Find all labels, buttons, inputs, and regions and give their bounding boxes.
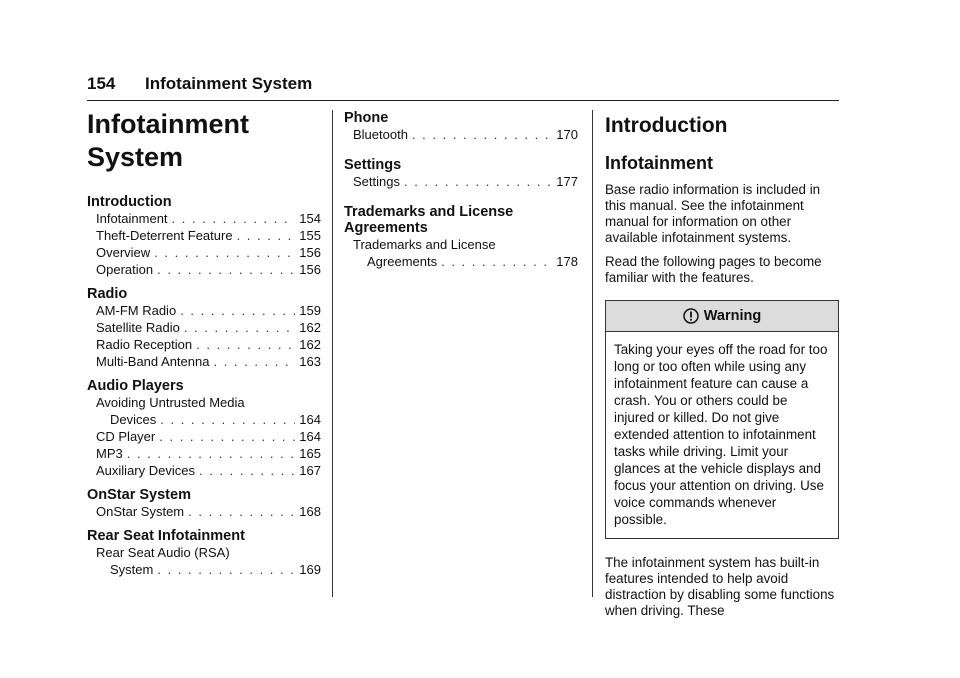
toc-entry[interactable]: OnStar System . . . 168 <box>87 503 321 520</box>
toc-entry[interactable]: Bluetooth . . . 170 <box>344 126 578 143</box>
toc-entry[interactable]: Settings . . . 177 <box>344 173 578 190</box>
toc-section-audio-players <box>87 378 321 479</box>
column-divider-2 <box>592 110 593 597</box>
toc-entry[interactable]: AM-FM Radio . . . 159 <box>87 302 321 319</box>
toc-section-title: OnStar System <box>87 487 191 503</box>
toc-section-title: Agreements <box>344 220 428 236</box>
toc-entry-wrapped-line[interactable]: Rear Seat Audio (RSA) <box>96 545 230 560</box>
toc-entry[interactable]: CD Player . . . 164 <box>87 428 321 445</box>
toc-column-2 <box>344 110 578 278</box>
toc-entry[interactable]: Overview . . . 156 <box>87 244 321 261</box>
toc-section-title: Introduction <box>87 194 172 210</box>
toc-entry[interactable]: Theft-Deterrent Feature . . . 155 <box>87 227 321 244</box>
toc-section-settings <box>344 157 578 190</box>
column-divider-1 <box>332 110 333 597</box>
toc-section-title: Trademarks and License <box>344 204 514 220</box>
toc-section-title: Settings <box>344 157 402 173</box>
warning-title: Warning <box>703 308 762 324</box>
header-title: Infotainment System <box>145 74 313 93</box>
toc-entry[interactable]: Radio Reception . . . 162 <box>87 336 321 353</box>
toc-entry-wrapped-line[interactable]: Trademarks and License <box>353 237 496 252</box>
chapter-title: Infotainment System <box>87 109 249 172</box>
toc-section-rear-seat <box>87 528 321 578</box>
toc-section-title: Rear Seat Infotainment <box>87 528 245 544</box>
toc-entry-wrapped-line[interactable]: Avoiding Untrusted Media <box>96 395 245 410</box>
body-paragraph: The infotainment system has built-in features intended to help avoid distraction by disabling some functions when driving. These <box>605 555 835 618</box>
subsection-heading: Infotainment <box>605 153 713 173</box>
toc-section-onstar <box>87 487 321 520</box>
toc-entry[interactable]: Operation . . . 156 <box>87 261 321 278</box>
toc-entry[interactable]: Devices . . . 164 <box>87 411 321 428</box>
toc-entry[interactable]: System . . . 169 <box>87 561 321 578</box>
warning-text: Taking your eyes off the road for too long or too often while using any infotainment feature can cause a crash. You or others could be injured or killed. Do not give extended attention to infotainment tasks while driving. Limit your glances at the vehicle displays and focus your attention on driving. Use voice commands whenever possible. <box>614 342 828 527</box>
toc-column-1 <box>87 108 321 586</box>
page-number: 154 <box>87 74 116 93</box>
warning-header <box>606 301 838 332</box>
warning-icon <box>683 308 699 324</box>
toc-entry[interactable]: Agreements . . . 178 <box>344 253 578 270</box>
toc-section-phone <box>344 110 578 143</box>
toc-section-title: Phone <box>344 110 389 126</box>
toc-entry[interactable]: Infotainment . . . 154 <box>87 210 321 227</box>
toc-entry[interactable]: Auxiliary Devices . . . 167 <box>87 462 321 479</box>
warning-box <box>605 300 839 539</box>
toc-section-introduction <box>87 194 321 278</box>
toc-section-trademarks <box>344 204 578 270</box>
body-paragraph: Read the following pages to become familiar with the features. <box>605 254 822 285</box>
content-column <box>605 110 839 627</box>
toc-section-title: Radio <box>87 286 128 302</box>
toc-entry[interactable]: Multi-Band Antenna . . . 163 <box>87 353 321 370</box>
body-paragraph: Base radio information is included in this manual. See the infotainment manual for information on other available infotainment systems. <box>605 182 821 245</box>
toc-entry[interactable]: Satellite Radio . . . 162 <box>87 319 321 336</box>
section-heading: Introduction <box>605 114 728 137</box>
toc-section-radio <box>87 286 321 370</box>
toc-section-title: Audio Players <box>87 378 184 394</box>
page-header <box>87 70 839 101</box>
toc-entry[interactable]: MP3 . . . 165 <box>87 445 321 462</box>
